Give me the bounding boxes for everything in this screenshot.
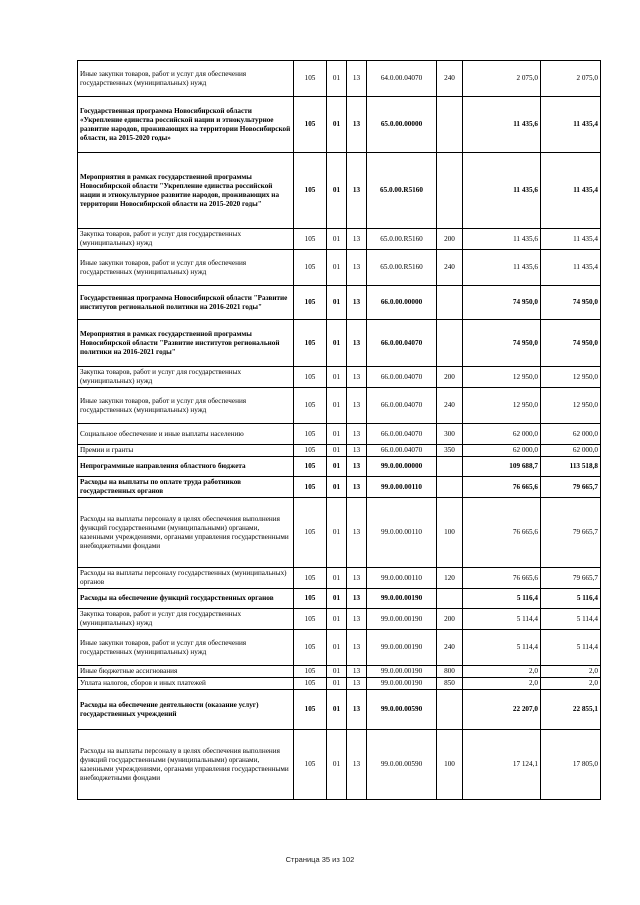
row-expense-type: 240 — [437, 388, 463, 424]
row-expense-type — [437, 320, 463, 367]
row-amount-2: 22 855,1 — [541, 690, 601, 730]
row-name: Иные закупки товаров, работ и услуг для обеспечения государственных (муниципальных) нужд — [78, 388, 294, 424]
row-subsection-code: 13 — [347, 97, 367, 153]
row-section-code: 01 — [327, 690, 347, 730]
row-section-code: 01 — [327, 477, 347, 498]
row-target-article: 66.0.00.04070 — [367, 424, 437, 445]
table-row — [78, 229, 601, 250]
row-target-article: 66.0.00.04070 — [367, 388, 437, 424]
row-ved-code: 105 — [294, 609, 327, 630]
row-name: Расходы на выплаты по оплате труда работников государственных органов — [78, 477, 294, 498]
row-name: Социальное обеспечение и иные выплаты населению — [78, 424, 294, 445]
row-subsection-code: 13 — [347, 320, 367, 367]
table-row — [78, 388, 601, 424]
row-section-code: 01 — [327, 229, 347, 250]
row-ved-code: 105 — [294, 286, 327, 320]
table-row — [78, 568, 601, 589]
row-amount-2: 2,0 — [541, 678, 601, 690]
row-target-article: 99.0.00.00190 — [367, 678, 437, 690]
table-row — [78, 690, 601, 730]
table-row — [78, 367, 601, 388]
row-amount-2: 12 950,0 — [541, 367, 601, 388]
row-name: Уплата налогов, сборов и иных платежей — [78, 678, 294, 690]
row-amount-1: 74 950,0 — [463, 320, 541, 367]
row-amount-2: 11 435,4 — [541, 153, 601, 229]
row-ved-code: 105 — [294, 445, 327, 457]
row-amount-2: 74 950,0 — [541, 286, 601, 320]
row-expense-type — [437, 477, 463, 498]
row-target-article: 65.0.00.R5160 — [367, 229, 437, 250]
row-amount-2: 62 000,0 — [541, 445, 601, 457]
row-ved-code: 105 — [294, 388, 327, 424]
row-expense-type — [437, 457, 463, 477]
row-name: Непрограммные направления областного бюджета — [78, 457, 294, 477]
table-row — [78, 61, 601, 97]
budget-table — [77, 60, 601, 800]
row-amount-2: 79 665,7 — [541, 477, 601, 498]
row-target-article: 99.0.00.00000 — [367, 457, 437, 477]
row-expense-type: 850 — [437, 678, 463, 690]
table-row — [78, 445, 601, 457]
row-expense-type — [437, 286, 463, 320]
row-amount-2: 11 435,4 — [541, 97, 601, 153]
row-amount-1: 76 665,6 — [463, 498, 541, 568]
row-subsection-code: 13 — [347, 666, 367, 678]
row-section-code: 01 — [327, 61, 347, 97]
row-target-article: 66.0.00.04070 — [367, 367, 437, 388]
row-subsection-code: 13 — [347, 477, 367, 498]
row-target-article: 99.0.00.00190 — [367, 630, 437, 666]
row-subsection-code: 13 — [347, 498, 367, 568]
page-number: Страница 35 из 102 — [285, 855, 355, 864]
table-row — [78, 589, 601, 609]
row-section-code: 01 — [327, 153, 347, 229]
row-section-code: 01 — [327, 320, 347, 367]
table-row — [78, 498, 601, 568]
table-row — [78, 477, 601, 498]
table-row — [78, 678, 601, 690]
row-amount-1: 109 688,7 — [463, 457, 541, 477]
row-ved-code: 105 — [294, 229, 327, 250]
row-expense-type: 200 — [437, 609, 463, 630]
row-amount-1: 22 207,0 — [463, 690, 541, 730]
row-name: Иные бюджетные ассигнования — [78, 666, 294, 678]
row-target-article: 99.0.00.00190 — [367, 666, 437, 678]
row-amount-2: 2,0 — [541, 666, 601, 678]
row-amount-2: 79 665,7 — [541, 568, 601, 589]
row-amount-1: 5 116,4 — [463, 589, 541, 609]
row-ved-code: 105 — [294, 690, 327, 730]
row-amount-1: 2,0 — [463, 666, 541, 678]
row-amount-1: 76 665,6 — [463, 568, 541, 589]
row-ved-code: 105 — [294, 320, 327, 367]
row-amount-1: 11 435,6 — [463, 250, 541, 286]
row-name: Государственная программа Новосибирской области «Укрепление единства российской нации и этнокультурное развитие народов, проживающих на территории Новосибирской области, на 2015-2020 годы» — [78, 97, 294, 153]
table-row — [78, 609, 601, 630]
row-expense-type: 200 — [437, 367, 463, 388]
row-amount-2: 5 116,4 — [541, 589, 601, 609]
row-expense-type: 120 — [437, 568, 463, 589]
row-subsection-code: 13 — [347, 250, 367, 286]
row-target-article: 99.0.00.00110 — [367, 477, 437, 498]
table-row — [78, 320, 601, 367]
row-amount-2: 62 000,0 — [541, 424, 601, 445]
table-row — [78, 630, 601, 666]
row-expense-type: 240 — [437, 250, 463, 286]
row-subsection-code: 13 — [347, 589, 367, 609]
row-name: Премии и гранты — [78, 445, 294, 457]
table-row — [78, 153, 601, 229]
row-amount-2: 5 114,4 — [541, 630, 601, 666]
row-ved-code: 105 — [294, 457, 327, 477]
row-section-code: 01 — [327, 445, 347, 457]
row-section-code: 01 — [327, 498, 347, 568]
row-name: Закупка товаров, работ и услуг для государственных (муниципальных) нужд — [78, 229, 294, 250]
table-row — [78, 286, 601, 320]
row-subsection-code: 13 — [347, 153, 367, 229]
row-name: Мероприятия в рамках государственной программы Новосибирской области "Развитие институтов региональной политики на 2016-2021 годы" — [78, 320, 294, 367]
row-ved-code: 105 — [294, 678, 327, 690]
row-section-code: 01 — [327, 568, 347, 589]
row-amount-1: 2,0 — [463, 678, 541, 690]
row-amount-1: 2 075,0 — [463, 61, 541, 97]
row-target-article: 66.0.00.04070 — [367, 320, 437, 367]
row-subsection-code: 13 — [347, 445, 367, 457]
row-subsection-code: 13 — [347, 229, 367, 250]
row-amount-1: 12 950,0 — [463, 388, 541, 424]
table-row — [78, 424, 601, 445]
row-target-article: 99.0.00.00190 — [367, 609, 437, 630]
row-amount-2: 5 114,4 — [541, 609, 601, 630]
row-section-code: 01 — [327, 457, 347, 477]
row-name: Закупка товаров, работ и услуг для государственных (муниципальных) нужд — [78, 609, 294, 630]
row-section-code: 01 — [327, 388, 347, 424]
row-amount-1: 11 435,6 — [463, 97, 541, 153]
row-name: Расходы на выплаты персоналу в целях обеспечения выполнения функций государственными (муниципальными) органами, казенными учреждениями, органами управления государственными внебюджетными фондами — [78, 730, 294, 800]
row-name: Мероприятия в рамках государственной программы Новосибирской области "Укрепление единства российской нации и этнокультурное развитие народов, проживающих на территории Новосибирской области на 2015-2020 годы" — [78, 153, 294, 229]
row-ved-code: 105 — [294, 250, 327, 286]
row-subsection-code: 13 — [347, 61, 367, 97]
row-amount-1: 11 435,6 — [463, 229, 541, 250]
row-target-article: 99.0.00.00110 — [367, 498, 437, 568]
row-ved-code: 105 — [294, 730, 327, 800]
row-amount-2: 17 805,0 — [541, 730, 601, 800]
row-ved-code: 105 — [294, 424, 327, 445]
row-target-article: 66.0.00.00000 — [367, 286, 437, 320]
row-expense-type — [437, 589, 463, 609]
row-subsection-code: 13 — [347, 690, 367, 730]
row-section-code: 01 — [327, 250, 347, 286]
row-name: Расходы на обеспечение функций государственных органов — [78, 589, 294, 609]
row-ved-code: 105 — [294, 589, 327, 609]
row-section-code: 01 — [327, 424, 347, 445]
row-target-article: 65.0.00.R5160 — [367, 250, 437, 286]
row-name: Расходы на выплаты персоналу в целях обеспечения выполнения функций государственными (муниципальными) органами, казенными учреждениями, органами управления государственными внебюджетными фондами — [78, 498, 294, 568]
row-target-article: 66.0.00.04070 — [367, 445, 437, 457]
row-section-code: 01 — [327, 678, 347, 690]
row-amount-2: 11 435,4 — [541, 250, 601, 286]
row-expense-type: 100 — [437, 730, 463, 800]
row-section-code: 01 — [327, 666, 347, 678]
row-amount-2: 113 518,8 — [541, 457, 601, 477]
row-section-code: 01 — [327, 97, 347, 153]
row-section-code: 01 — [327, 367, 347, 388]
row-ved-code: 105 — [294, 666, 327, 678]
row-name: Расходы на выплаты персоналу государственных (муниципальных) органов — [78, 568, 294, 589]
row-expense-type: 100 — [437, 498, 463, 568]
row-target-article: 99.0.00.00110 — [367, 568, 437, 589]
table-body — [78, 61, 601, 800]
row-name: Иные закупки товаров, работ и услуг для обеспечения государственных (муниципальных) нужд — [78, 250, 294, 286]
row-target-article: 99.0.00.00590 — [367, 730, 437, 800]
row-ved-code: 105 — [294, 477, 327, 498]
row-amount-1: 11 435,6 — [463, 153, 541, 229]
row-amount-2: 2 075,0 — [541, 61, 601, 97]
row-name: Иные закупки товаров, работ и услуг для обеспечения государственных (муниципальных) нужд — [78, 61, 294, 97]
row-ved-code: 105 — [294, 498, 327, 568]
row-amount-2: 79 665,7 — [541, 498, 601, 568]
row-target-article: 65.0.00.00000 — [367, 97, 437, 153]
row-name: Иные закупки товаров, работ и услуг для обеспечения государственных (муниципальных) нужд — [78, 630, 294, 666]
row-target-article: 99.0.00.00590 — [367, 690, 437, 730]
table-row — [78, 730, 601, 800]
row-ved-code: 105 — [294, 630, 327, 666]
row-subsection-code: 13 — [347, 630, 367, 666]
row-expense-type — [437, 690, 463, 730]
row-amount-2: 12 950,0 — [541, 388, 601, 424]
row-amount-1: 12 950,0 — [463, 367, 541, 388]
row-section-code: 01 — [327, 730, 347, 800]
row-subsection-code: 13 — [347, 457, 367, 477]
row-name: Государственная программа Новосибирской области "Развитие институтов региональной политики на 2016-2021 годы" — [78, 286, 294, 320]
row-subsection-code: 13 — [347, 568, 367, 589]
row-name: Закупка товаров, работ и услуг для государственных (муниципальных) нужд — [78, 367, 294, 388]
row-expense-type — [437, 153, 463, 229]
row-subsection-code: 13 — [347, 730, 367, 800]
table-row — [78, 97, 601, 153]
row-target-article: 65.0.00.R5160 — [367, 153, 437, 229]
row-amount-2: 11 435,4 — [541, 229, 601, 250]
row-section-code: 01 — [327, 609, 347, 630]
table-row — [78, 457, 601, 477]
row-amount-1: 62 000,0 — [463, 424, 541, 445]
row-name: Расходы на обеспечение деятельности (оказание услуг) государственных учреждений — [78, 690, 294, 730]
row-ved-code: 105 — [294, 61, 327, 97]
row-ved-code: 105 — [294, 568, 327, 589]
row-ved-code: 105 — [294, 153, 327, 229]
row-subsection-code: 13 — [347, 388, 367, 424]
row-amount-1: 5 114,4 — [463, 609, 541, 630]
row-expense-type: 350 — [437, 445, 463, 457]
row-subsection-code: 13 — [347, 286, 367, 320]
row-amount-1: 74 950,0 — [463, 286, 541, 320]
row-expense-type: 300 — [437, 424, 463, 445]
table-row — [78, 666, 601, 678]
row-ved-code: 105 — [294, 367, 327, 388]
row-expense-type: 240 — [437, 630, 463, 666]
row-expense-type: 200 — [437, 229, 463, 250]
row-section-code: 01 — [327, 286, 347, 320]
row-amount-1: 5 114,4 — [463, 630, 541, 666]
row-subsection-code: 13 — [347, 367, 367, 388]
row-amount-1: 76 665,6 — [463, 477, 541, 498]
row-ved-code: 105 — [294, 97, 327, 153]
row-section-code: 01 — [327, 589, 347, 609]
row-amount-1: 62 000,0 — [463, 445, 541, 457]
row-subsection-code: 13 — [347, 609, 367, 630]
row-target-article: 99.0.00.00190 — [367, 589, 437, 609]
row-subsection-code: 13 — [347, 678, 367, 690]
row-amount-2: 74 950,0 — [541, 320, 601, 367]
row-expense-type: 240 — [437, 61, 463, 97]
row-expense-type — [437, 97, 463, 153]
row-expense-type: 800 — [437, 666, 463, 678]
row-subsection-code: 13 — [347, 424, 367, 445]
table-row — [78, 250, 601, 286]
row-section-code: 01 — [327, 630, 347, 666]
row-amount-1: 17 124,1 — [463, 730, 541, 800]
row-target-article: 64.0.00.04070 — [367, 61, 437, 97]
